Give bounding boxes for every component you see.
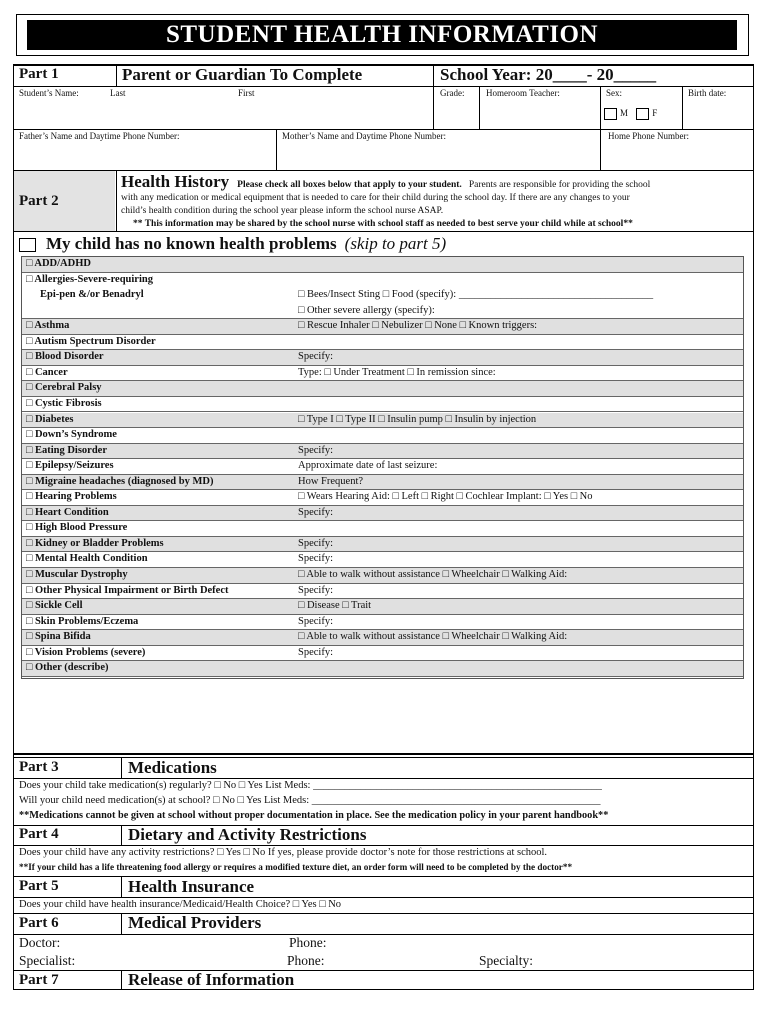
part2-instruction-bold: Please check all boxes below that apply to your student. <box>237 180 462 190</box>
condition-name: □ Eating Disorder <box>26 444 108 456</box>
condition-row[interactable] <box>22 335 743 351</box>
female-label: F <box>652 108 658 119</box>
condition-name: □ Kidney or Bladder Problems <box>26 537 164 549</box>
part3-heading: Medications <box>128 758 217 777</box>
no-problems-label: My child has no known health problems <box>46 234 337 253</box>
condition-specify: □ Wears Hearing Aid: □ Left □ Right □ Cochlear Implant: □ Yes □ No <box>298 491 593 503</box>
food-allergy-note: **If your child has a life threatening food allergy or requires a modified texture diet, an order form will need to be completed by the doctor** <box>19 862 573 872</box>
part7-heading: Release of Information <box>128 970 295 989</box>
no-problems-row <box>19 234 446 254</box>
skip-note: (skip to part 5) <box>344 234 447 253</box>
condition-name: □ Vision Problems (severe) <box>26 646 146 658</box>
home-phone-field[interactable] <box>602 142 752 168</box>
part2-instruction: Parents are responsible for providing the school <box>468 180 651 190</box>
condition-name: □ Allergies-Severe-requiring <box>26 273 153 285</box>
part5-label: Part 5 <box>19 878 59 894</box>
divider <box>479 86 480 130</box>
grade-label: Grade: <box>440 88 465 98</box>
part2-line3: child’s health condition during the school year please inform the school nurse ASAP. <box>121 206 444 216</box>
condition-row[interactable] <box>22 537 743 553</box>
condition-name: □ Cancer <box>26 366 68 378</box>
specialty-label: Specialty: <box>479 953 533 968</box>
condition-name: Epi-pen &/or Benadryl <box>40 289 144 301</box>
divider <box>121 970 122 990</box>
condition-specify: Specify: <box>298 646 333 658</box>
condition-specify: □ Other severe allergy (specify): <box>298 304 435 316</box>
condition-row[interactable] <box>22 615 743 631</box>
part2-heading: Health History <box>121 172 230 191</box>
part2-heading-line <box>121 172 650 192</box>
doctor-phone-field[interactable] <box>335 936 475 952</box>
divider <box>13 970 754 971</box>
part4-label: Part 4 <box>19 826 59 842</box>
home-phone-label: Home Phone Number: <box>608 131 689 141</box>
doctor-phone-label: Phone: <box>289 935 327 950</box>
condition-name: □ Heart Condition <box>26 506 109 518</box>
condition-name: □ Diabetes <box>26 413 74 425</box>
condition-row[interactable] <box>22 475 743 491</box>
divider <box>682 86 683 130</box>
condition-name: □ Sickle Cell <box>26 600 83 612</box>
condition-row[interactable] <box>22 661 743 677</box>
student-name-label: Student’s Name: <box>19 88 79 98</box>
condition-row[interactable] <box>22 288 743 304</box>
divider <box>13 170 754 171</box>
condition-row[interactable] <box>22 350 743 366</box>
condition-name: □ Blood Disorder <box>26 351 104 363</box>
divider <box>13 86 754 87</box>
divider <box>13 129 754 130</box>
condition-specify: How Frequent? <box>298 475 364 487</box>
condition-name: □ Down’s Syndrome <box>26 429 117 441</box>
condition-specify: □ Rescue Inhaler □ Nebulizer □ None □ Known triggers: <box>298 320 538 332</box>
condition-row[interactable] <box>22 273 743 289</box>
divider <box>276 129 277 170</box>
condition-row[interactable] <box>22 366 743 382</box>
no-problems-checkbox[interactable] <box>19 238 36 252</box>
condition-row[interactable] <box>22 428 743 444</box>
divider <box>121 825 122 845</box>
condition-row[interactable] <box>22 319 743 335</box>
conditions-table <box>21 256 744 679</box>
condition-name: □ Migraine headaches (diagnosed by MD) <box>26 475 214 487</box>
doctor-field[interactable] <box>80 936 280 952</box>
condition-name: □ Hearing Problems <box>26 491 117 503</box>
condition-specify: □ Able to walk without assistance □ Wheelchair □ Walking Aid: <box>298 569 568 580</box>
divider <box>433 64 434 130</box>
condition-specify: Specify: <box>298 584 333 596</box>
divider <box>13 753 754 755</box>
sex-label: Sex: <box>606 88 623 98</box>
condition-row[interactable] <box>22 506 743 522</box>
meds-school-question[interactable]: Will your child need medication(s) at school? □ No □ Yes List Meds: _______________________________________________________ <box>19 795 601 806</box>
part2-label: Part 2 <box>19 193 59 209</box>
divider <box>13 778 754 779</box>
condition-name: □ Cerebral Palsy <box>26 382 102 394</box>
condition-row[interactable] <box>22 397 743 413</box>
divider <box>13 825 754 826</box>
divider <box>13 845 754 846</box>
divider <box>121 913 122 934</box>
divider <box>121 876 122 897</box>
part1-heading: Parent or Guardian To Complete <box>122 65 363 84</box>
condition-specify: Specify: <box>298 537 333 549</box>
condition-name: □ Skin Problems/Eczema <box>26 615 139 627</box>
last-name-label: Last <box>110 88 126 98</box>
part6-label: Part 6 <box>19 915 59 931</box>
specialty-field[interactable] <box>545 954 745 970</box>
condition-row[interactable] <box>22 630 743 646</box>
condition-row[interactable] <box>22 552 743 568</box>
divider <box>116 64 117 86</box>
condition-row[interactable] <box>22 568 743 584</box>
male-label: M <box>620 108 629 119</box>
divider <box>13 757 754 758</box>
condition-row[interactable] <box>22 444 743 460</box>
page-title: STUDENT HEALTH INFORMATION <box>27 20 737 50</box>
divider <box>13 913 754 914</box>
divider <box>13 876 754 877</box>
part6-heading: Medical Providers <box>128 913 262 932</box>
student-name-field[interactable] <box>14 98 432 128</box>
part3-label: Part 3 <box>19 759 59 775</box>
school-year-field[interactable]: School Year: 20____- 20_____ <box>440 65 657 84</box>
male-checkbox[interactable] <box>604 108 617 120</box>
doctor-label: Doctor: <box>19 935 61 950</box>
condition-specify: □ Type I □ Type II □ Insulin pump □ Insulin by injection <box>298 413 537 425</box>
father-field[interactable] <box>14 142 274 168</box>
condition-specify: Approximate date of last seizure: <box>298 460 438 472</box>
divider <box>13 934 754 935</box>
condition-name: □ Other (describe) <box>26 662 109 674</box>
condition-name: □ Asthma <box>26 320 70 332</box>
condition-row[interactable] <box>22 521 743 537</box>
condition-name: □ ADD/ADHD <box>26 258 91 269</box>
divider <box>116 170 117 231</box>
specialist-phone-field[interactable] <box>335 954 475 970</box>
specialist-field[interactable] <box>90 954 280 970</box>
part7-label: Part 7 <box>19 972 59 988</box>
part1-label: Part 1 <box>19 66 59 82</box>
divider <box>121 757 122 778</box>
condition-name: □ Autism Spectrum Disorder <box>26 335 156 347</box>
part5-heading: Health Insurance <box>128 877 255 896</box>
divider <box>600 86 601 130</box>
specialist-label: Specialist: <box>19 953 76 968</box>
first-name-label: First <box>238 88 255 98</box>
condition-name: □ Mental Health Condition <box>26 553 148 565</box>
father-label: Father’s Name and Daytime Phone Number: <box>19 131 180 141</box>
condition-specify: Specify: <box>298 506 333 518</box>
female-checkbox[interactable] <box>636 108 649 120</box>
condition-specify: Specify: <box>298 615 333 627</box>
divider <box>13 897 754 898</box>
condition-name: □ Muscular Dystrophy <box>26 569 128 580</box>
condition-row[interactable] <box>22 599 743 615</box>
condition-row[interactable] <box>22 459 743 475</box>
part4-heading: Dietary and Activity Restrictions <box>128 825 367 844</box>
specialist-phone-label: Phone: <box>287 953 325 968</box>
meds-note: **Medications cannot be given at school without proper documentation in place. See the medication policy in your parent handbook** <box>19 810 609 821</box>
insurance-question[interactable]: Does your child have health insurance/Medicaid/Health Choice? □ Yes □ No <box>19 899 342 910</box>
condition-row[interactable] <box>22 584 743 600</box>
divider <box>600 129 601 170</box>
condition-row[interactable] <box>22 490 743 506</box>
condition-row[interactable] <box>22 646 743 662</box>
meds-regular-question[interactable]: Does your child take medication(s) regularly? □ No □ Yes List Meds: _______________________________________________________ <box>19 780 602 791</box>
part2-share-note: ** This information may be shared by the school nurse with school staff as needed to best serve your child while at school** <box>133 219 633 229</box>
condition-specify: Type: □ Under Treatment □ In remission since: <box>298 366 496 378</box>
divider <box>13 231 754 232</box>
condition-name: □ Cystic Fibrosis <box>26 397 102 409</box>
condition-specify: □ Able to walk without assistance □ Wheelchair □ Walking Aid: <box>298 631 568 643</box>
condition-specify: Specify: <box>298 351 333 363</box>
condition-specify: Specify: <box>298 553 333 565</box>
condition-name: □ Spina Bifida <box>26 631 91 643</box>
mother-field[interactable] <box>278 142 598 168</box>
condition-row[interactable] <box>22 413 743 429</box>
homeroom-label: Homeroom Teacher: <box>486 88 560 98</box>
part2-line2: with any medication or medical equipment that is needed to care for their child during the school day. If there are any changes to your <box>121 193 630 203</box>
condition-row[interactable] <box>22 304 743 320</box>
mother-label: Mother’s Name and Daytime Phone Number: <box>282 131 447 141</box>
condition-row[interactable] <box>22 381 743 397</box>
birth-date-label: Birth date: <box>688 88 727 98</box>
activity-restriction-question[interactable]: Does your child have any activity restrictions? □ Yes □ No If yes, please provide doctor’s note for those restrictions at school. <box>19 847 548 858</box>
sex-options <box>604 108 657 120</box>
condition-name: □ High Blood Pressure <box>26 522 128 534</box>
condition-specify: □ Bees/Insect Sting □ Food (specify): _____________________________________ <box>298 289 654 301</box>
condition-row[interactable] <box>22 257 743 273</box>
condition-specify: □ Disease □ Trait <box>298 600 372 612</box>
condition-specify: Specify: <box>298 444 333 456</box>
condition-name: □ Other Physical Impairment or Birth Defect <box>26 584 229 596</box>
condition-name: □ Epilepsy/Seizures <box>26 460 114 472</box>
